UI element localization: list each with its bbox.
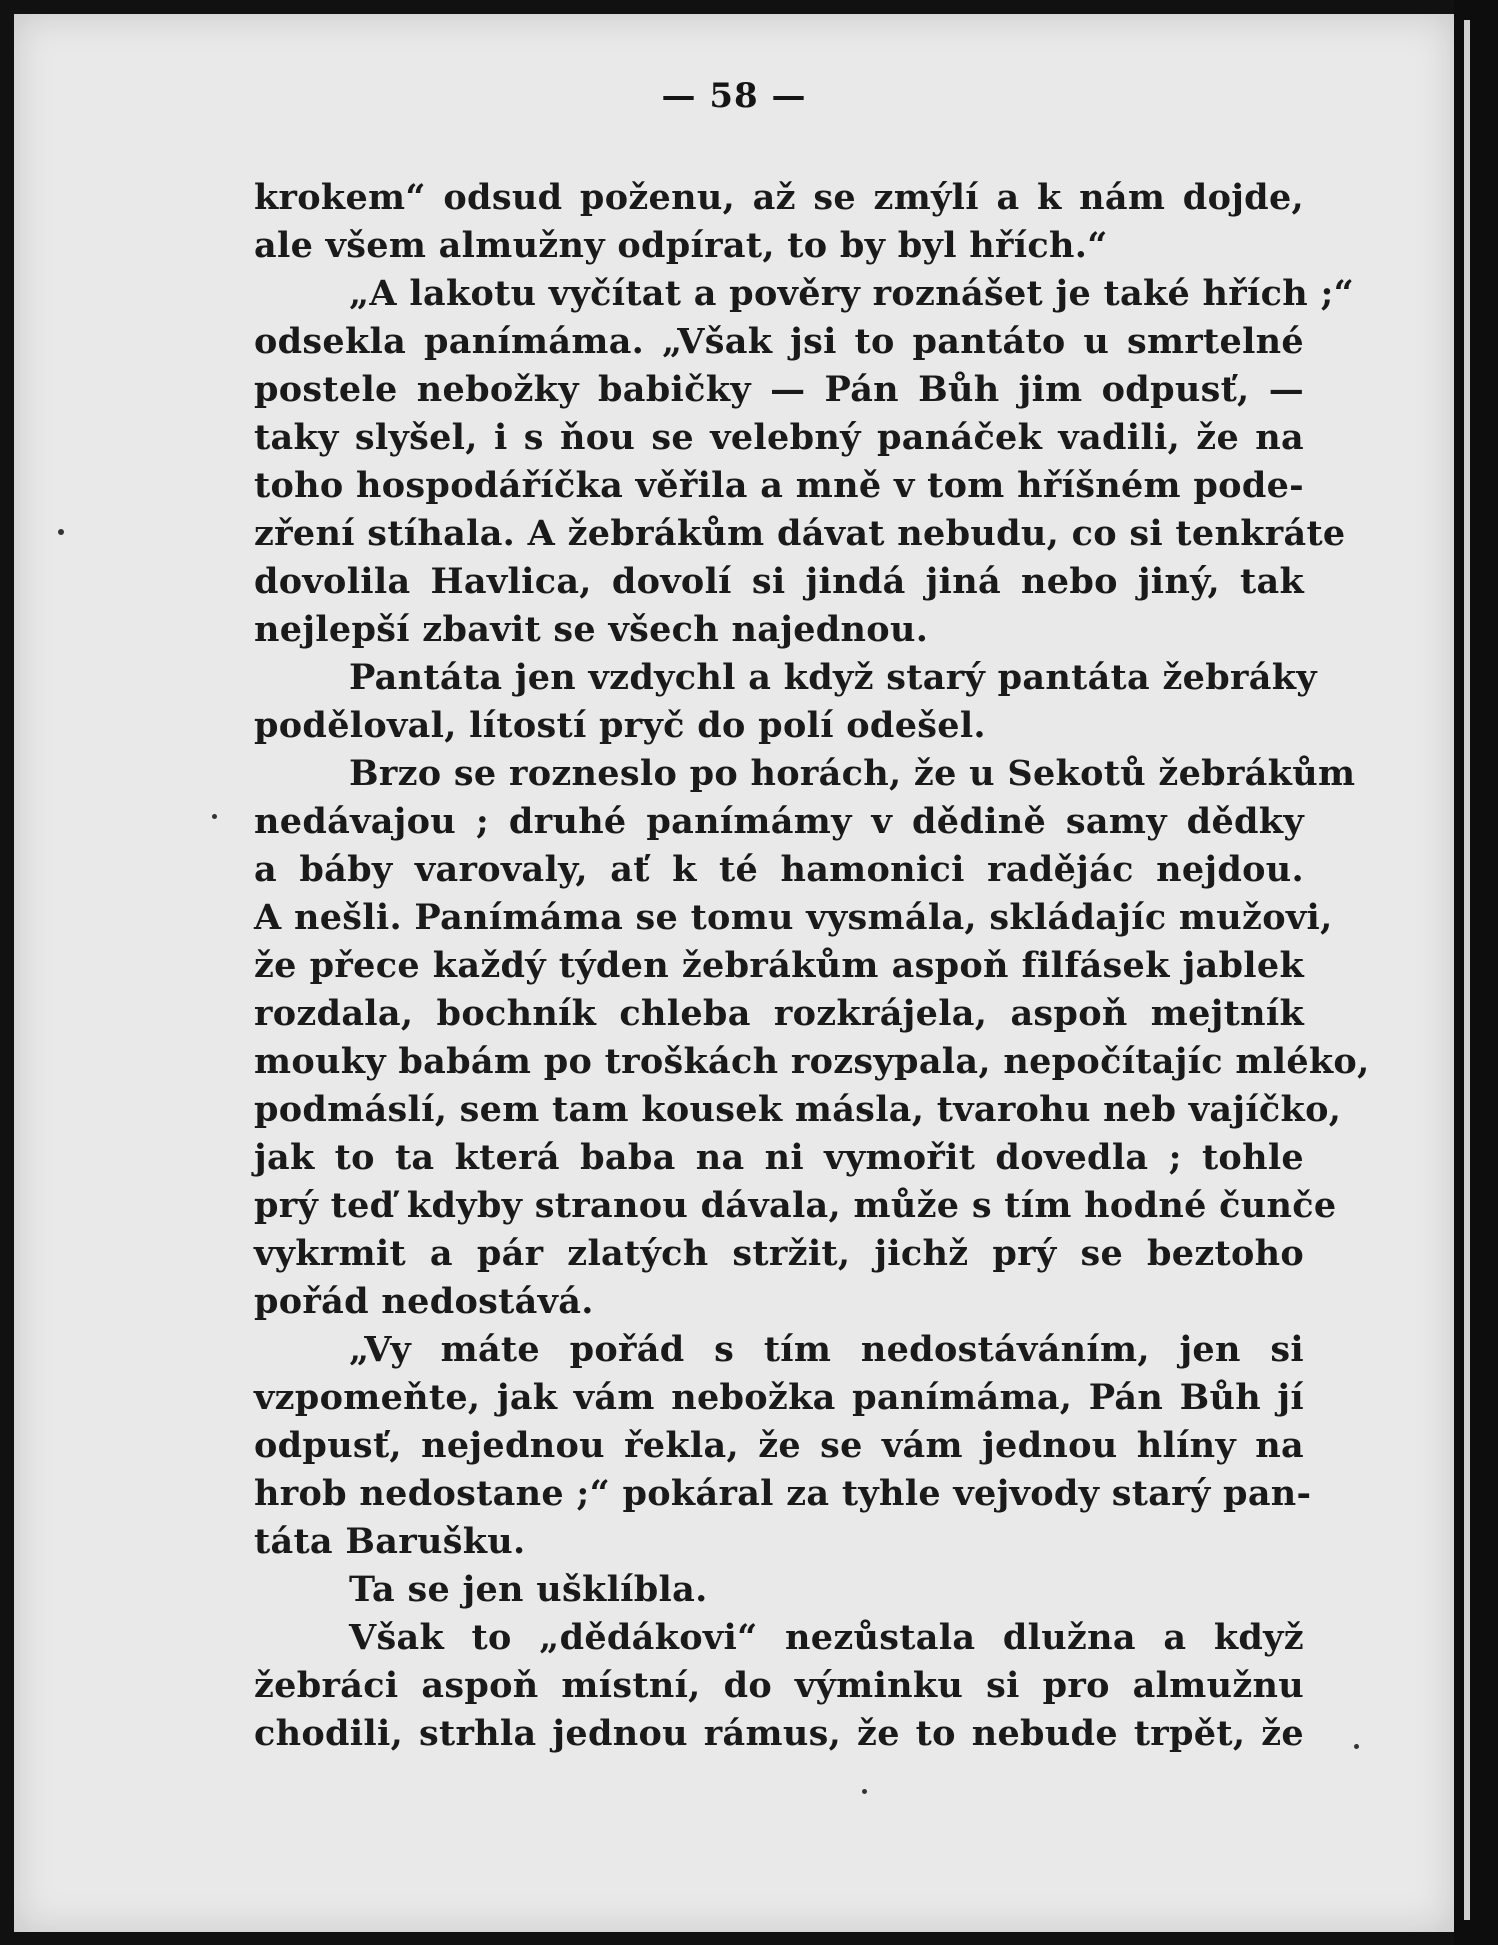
text-line: že přece každý týden žebrákům aspoň filfásek jablek xyxy=(254,945,1304,986)
text-line: Pantáta jen vzdychl a když starý pantáta žebráky xyxy=(349,657,1317,698)
page-number: — 58 — xyxy=(661,76,807,116)
text-line: nejlepší zbavit se všech najednou. xyxy=(254,609,929,650)
text-line: žebráci aspoň místní, do výminku si pro almužnu xyxy=(254,1665,1304,1706)
text-line: chodili, strhla jednou rámus, že to nebude trpět, že xyxy=(254,1713,1304,1754)
text-line: nedávajou ; druhé panímámy v dědině samy dědky xyxy=(254,801,1304,842)
text-line: pořád nedostává. xyxy=(254,1281,594,1322)
dust-speck xyxy=(212,814,217,819)
text-line: zření stíhala. A žebrákům dávat nebudu, co si tenkráte xyxy=(254,513,1346,554)
text-line: ale všem almužny odpírat, to by byl hřích.“ xyxy=(254,225,1108,266)
text-line: „A lakotu vyčítat a pověry roznášet je také hřích ;“ xyxy=(349,273,1355,314)
text-line: Brzo se rozneslo po horách, že u Sekotů žebrákům xyxy=(349,753,1356,794)
text-line: vzpomeňte, jak vám nebožka panímáma, Pán Bůh jí xyxy=(254,1377,1304,1418)
text-line: jak to ta která baba na ni vymořit dovedla ; tohle xyxy=(254,1137,1304,1178)
text-line: podmáslí, sem tam kousek másla, tvarohu neb vajíčko, xyxy=(254,1089,1342,1130)
text-line: Však to „dědákovi“ nezůstala dlužna a když xyxy=(349,1617,1304,1658)
book-spine-edge xyxy=(1454,0,1498,1945)
text-line: krokem“ odsud poženu, až se zmýlí a k nám dojde, xyxy=(254,177,1304,218)
dust-speck xyxy=(862,1789,867,1794)
text-line: a báby varovaly, ať k té hamonici radějác nejdou. xyxy=(254,849,1304,890)
text-body xyxy=(254,174,1370,1758)
dust-speck xyxy=(1354,1744,1359,1749)
text-line: hrob nedostane ;“ pokáral za tyhle vejvody starý pan- xyxy=(254,1473,1312,1514)
text-line: poděloval, lítostí pryč do polí odešel. xyxy=(254,705,986,746)
text-line: vykrmit a pár zlatých stržit, jichž prý se beztoho xyxy=(254,1233,1304,1274)
dust-speck xyxy=(58,529,64,535)
text-line: taky slyšel, i s ňou se velebný panáček vadili, že na xyxy=(254,417,1304,458)
text-line: Ta se jen ušklíbla. xyxy=(349,1569,708,1610)
text-line: dovolila Havlica, dovolí si jindá jiná nebo jiný, tak xyxy=(254,561,1304,602)
text-line: postele nebožky babičky — Pán Bůh jim odpusť, — xyxy=(254,369,1304,410)
text-line: odsekla panímáma. „Však jsi to pantáto u smrtelné xyxy=(254,321,1304,362)
text-line: A nešli. Panímáma se tomu vysmála, skládajíc mužovi, xyxy=(254,897,1333,938)
text-line: prý teď kdyby stranou dávala, může s tím hodné čunče xyxy=(254,1185,1337,1226)
text-line: táta Barušku. xyxy=(254,1521,526,1562)
text-line: rozdala, bochník chleba rozkrájela, aspoň mejtník xyxy=(254,993,1304,1034)
page-edge-line xyxy=(1464,20,1470,1920)
text-line: „Vy máte pořád s tím nedostáváním, jen si xyxy=(349,1329,1304,1370)
text-line: mouky babám po troškách rozsypala, nepočítajíc mléko, xyxy=(254,1041,1370,1082)
text-line: odpusť, nejednou řekla, že se vám jednou hlíny na xyxy=(254,1425,1304,1466)
text-line: toho hospodáříčka věřila a mně v tom hříšném pode- xyxy=(254,465,1304,506)
book-page xyxy=(14,14,1454,1932)
